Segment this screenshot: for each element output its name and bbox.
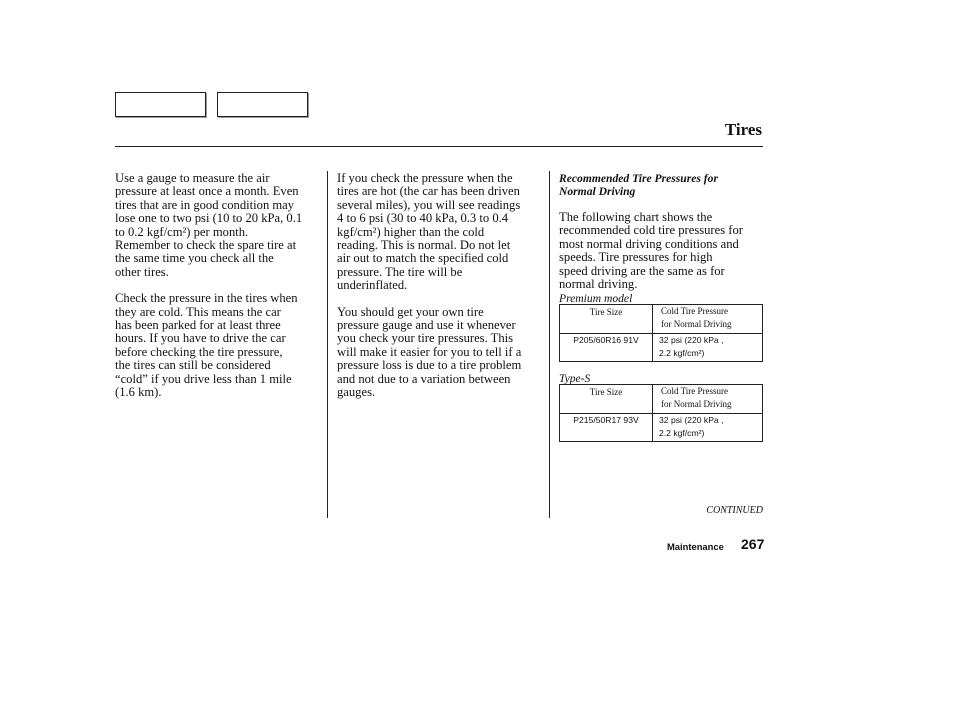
table-label-type-s: Type-S bbox=[559, 372, 591, 385]
column-divider-2 bbox=[549, 171, 550, 518]
header-tire-size: Tire Size bbox=[560, 385, 653, 414]
cell-pressure: 32 psi (220 kPa , 2.2 kgf/cm²) bbox=[653, 334, 763, 362]
cell-tire-size: P205/60R16 91V bbox=[560, 334, 653, 362]
nav-tab-blank-2[interactable] bbox=[217, 92, 308, 117]
section-heading: Recommended Tire Pressures for Normal Driving bbox=[559, 172, 718, 198]
table-header-row bbox=[560, 305, 763, 334]
cell-pressure: 32 psi (220 kPa , 2.2 kgf/cm²) bbox=[653, 414, 763, 442]
header-cold-pressure: Cold Tire Pressure for Normal Driving bbox=[653, 305, 763, 334]
column-3 bbox=[559, 172, 765, 304]
footer-section-name: Maintenance bbox=[667, 541, 724, 552]
continued-label: CONTINUED bbox=[706, 505, 763, 516]
section-intro: The following chart shows the recommended cold tire pressures for most normal driving conditions and speeds. Tire pressures for high speed driving are the same as for normal driving. bbox=[559, 210, 743, 292]
column-1 bbox=[115, 172, 321, 413]
table-row bbox=[560, 414, 763, 442]
tire-pressure-table-premium bbox=[559, 304, 763, 362]
column-divider-1 bbox=[327, 171, 328, 518]
nav-tab-blank-1[interactable] bbox=[115, 92, 206, 117]
table-row bbox=[560, 334, 763, 362]
paragraph-hot-tires: If you check the pressure when the tires are hot (the car has been driven several miles), you will see readings 4 to 6 psi (30 to 40 kPa, 0.3 to 0.4 kgf/cm²) higher than the cold reading. This is normal. Do not let air out to match the specified cold pressure. The tire will be underinflated. bbox=[337, 171, 521, 293]
header-tire-size: Tire Size bbox=[560, 305, 653, 334]
page-number: 267 bbox=[741, 536, 765, 552]
table-header-row bbox=[560, 385, 763, 414]
column-2 bbox=[337, 172, 543, 413]
paragraph-gauge-frequency: Use a gauge to measure the air pressure at least once a month. Even tires that are in good condition may lose one to two psi (10 to 20 kPa, 0.1 to 0.2 kgf/cm²) per month. Remember to check the spare tire at the same time you check all the other tires. bbox=[115, 171, 303, 279]
cell-tire-size: P215/50R17 93V bbox=[560, 414, 653, 442]
page-title: Tires bbox=[724, 120, 762, 139]
table-label-premium: Premium model bbox=[559, 292, 633, 305]
paragraph-own-gauge: You should get your own tire pressure gauge and use it whenever you check your tire pressures. This will make it easier for you to tell if a pressure loss is due to a tire problem and not due to a variation between gauges. bbox=[337, 304, 522, 400]
tire-pressure-table-type-s bbox=[559, 384, 763, 442]
header-rule bbox=[115, 146, 763, 147]
header-cold-pressure: Cold Tire Pressure for Normal Driving bbox=[653, 385, 763, 414]
paragraph-check-cold: Check the pressure in the tires when they are cold. This means the car has been parked for at least three hours. If you have to drive the car before checking the tire pressure, the tires can still be considered “cold” if you drive less than 1 mile (1.6 km). bbox=[115, 291, 298, 400]
